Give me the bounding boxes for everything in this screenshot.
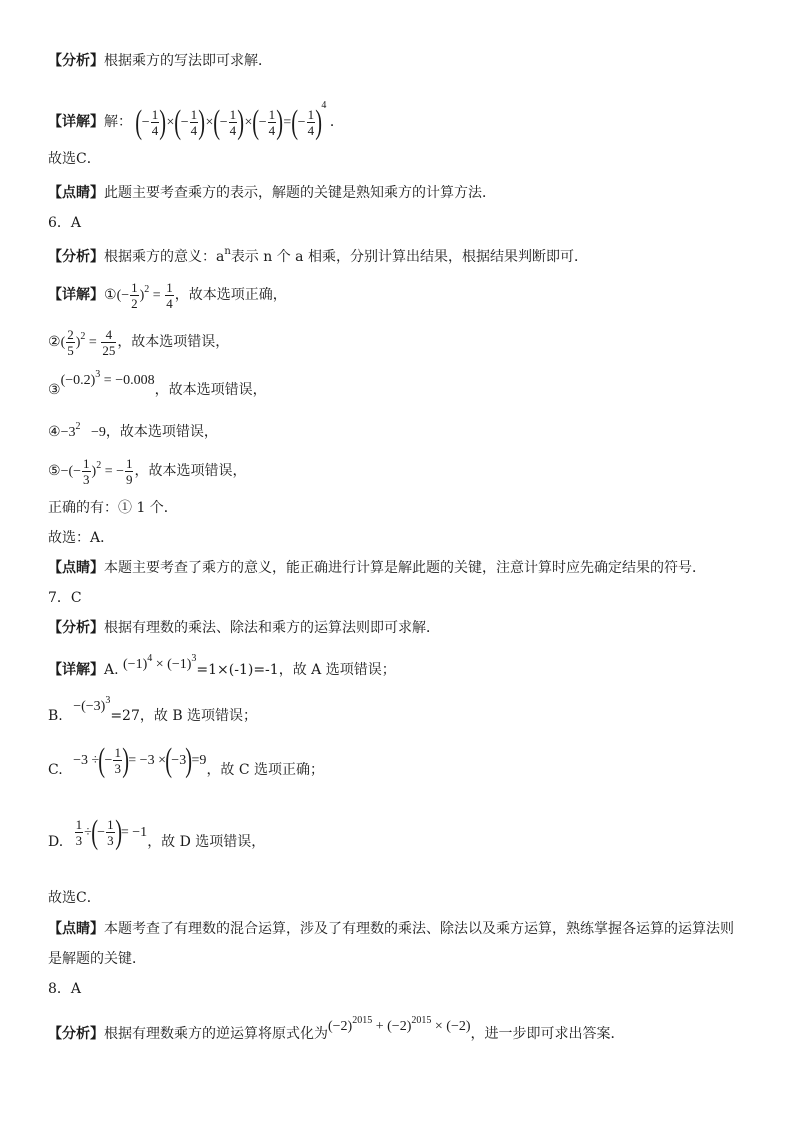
option-c-verdict: ，故 C 选项正确； (206, 762, 325, 778)
verdict: ，故本选项错误， (134, 463, 247, 479)
q7-option-c: C. −3 ÷(− $\frac{1}{3}$ )= −3 ×(−3)=9，故 C 选项正确； (48, 741, 325, 779)
q5-expression: (− $\frac{1}{4}$ )×(− $\frac{1}{4}$ )×(− $\frac{1}{4}$ )×(− $\frac{1}{4}$ )=(− $\frac{1}{4}$ )$^4$ (135, 100, 327, 141)
item-mark: ① (104, 287, 117, 303)
fraction: $\frac{1}{3}$ (75, 817, 83, 849)
analysis-tag: 【分析】 (48, 620, 104, 636)
option-d-verdict: ，故 D 选项错误， (147, 834, 266, 850)
q7-answer: 7．C (48, 590, 82, 606)
comment-text: 本题考查了有理数的混合运算，涉及了有理数的乘法、除法以及乘方运算，熟练掌握各运算的运算法则 (104, 921, 734, 937)
option-label: C. (48, 762, 63, 778)
fraction: $\frac{1}{4}$ (268, 107, 276, 139)
q8-answer: 8．A (48, 981, 82, 997)
q5-detail-line (48, 86, 344, 141)
item-mark: ⑤ (48, 463, 61, 479)
fraction: $\frac{1}{9}$ (125, 456, 133, 488)
analysis-text-post: ，进一步即可求出答案． (470, 1026, 625, 1042)
comment-tag: 【点睛】 (48, 921, 104, 937)
fraction: $\frac{1}{4}$ (190, 107, 198, 139)
item-mark: ③ (48, 382, 61, 398)
q8-analysis-line: 【分析】根据有理数乘方的逆运算将原式化为$(-2)^{2015} + (-2)^{2015} \times (-2)$，进一步即可求出答案． (48, 1015, 625, 1042)
q5-comment-line (48, 184, 496, 202)
fraction: $\frac{1}{4}$ (151, 107, 159, 139)
analysis-tag: 【分析】 (48, 249, 104, 265)
q6-item-4: $④-3^2$ −9，故本选项错误， (48, 421, 218, 440)
option-b-result: =27，故 B 选项错误； (110, 708, 258, 724)
verdict: ，故本选项错误， (105, 424, 218, 440)
detail-tag: 【详解】 (48, 114, 104, 130)
q6-answer: 6．A (48, 215, 82, 231)
comment-text: 本题主要考查了乘方的意义，能正确进行计算是解此题的关键，注意计算时应先确定结果的符号． (104, 560, 706, 576)
q7-comment-line (48, 920, 734, 938)
period: ． (329, 114, 344, 130)
q5-choice: 故选C． (48, 151, 101, 167)
q6-choice: 故选：A． (48, 530, 115, 546)
q6-item-5: ⑤−(− $\frac{1}{3}$ )$^2$ = − $\frac{1}{9}$ ，故本选项错误， (48, 456, 247, 488)
analysis-text-pre: 根据乘方的意义：a (104, 249, 225, 265)
superscript: n (224, 246, 231, 257)
q6-comment-line (48, 559, 706, 577)
exponent: 4 (321, 100, 327, 111)
fraction: $\frac{1}{3}$ (114, 745, 121, 777)
item-mark: ④ (48, 424, 61, 440)
analysis-text: 根据乘方的写法即可求解． (104, 53, 272, 69)
comment-tag: 【点睛】 (48, 185, 104, 201)
verdict: ，故本选项错误， (154, 382, 267, 398)
fraction: $\frac{1}{3}$ (83, 456, 90, 488)
option-label: A. (104, 662, 119, 678)
q6-item-1: 【详解】①(− $\frac{1}{2}$ )$^2$ = $\frac{1}{4}$ ，故本选项正确， (48, 280, 287, 312)
q6-item-2: ②( $\frac{2}{5}$ )$^2$ = $\frac{4}{25}$ ，故本选项错误， (48, 327, 230, 359)
analysis-text: 根据有理数的乘法、除法和乘方的运算法则即可求解． (104, 620, 440, 636)
fraction: $\frac{1}{4}$ (166, 280, 173, 312)
verdict: ，故本选项正确， (174, 287, 287, 303)
item-mark: ② (48, 334, 61, 350)
detail-prefix: 解： (104, 114, 132, 130)
fraction: $\frac{1}{4}$ (229, 107, 237, 139)
detail-tag: 【详解】 (48, 287, 104, 303)
q5-analysis-line (48, 52, 272, 70)
q7-option-d: D. $\frac{1}{3}$ ÷(− $\frac{1}{3}$ )= −1，故 D 选项错误， (48, 813, 266, 851)
detail-tag: 【详解】 (48, 662, 104, 678)
q6-correct: 正确的有：① 1 个． (48, 500, 178, 516)
analysis-text-pre: 根据有理数乘方的逆运算将原式化为 (104, 1026, 328, 1042)
option-label: D. (48, 834, 64, 850)
q7-choice: 故选C． (48, 890, 101, 906)
verdict: ，故本选项错误， (117, 334, 230, 350)
comment-tag: 【点睛】 (48, 560, 104, 576)
fraction: $\frac{2}{5}$ (67, 327, 74, 359)
q7-option-b: B. $-(-3)^3=27$，故 B 选项错误； (48, 695, 258, 724)
fraction: $\frac{1}{4}$ (307, 107, 315, 139)
comment-text: 此题主要考查乘方的表示，解题的关键是熟知乘方的计算方法． (104, 185, 496, 201)
q7-comment-line-2: 是解题的关键． (48, 951, 146, 967)
fraction: $\frac{1}{2}$ (131, 280, 138, 312)
analysis-tag: 【分析】 (48, 53, 104, 69)
analysis-tag: 【分析】 (48, 1026, 104, 1042)
q6-analysis-line (48, 243, 588, 266)
q6-item-3: $③(-0.2)^3 = -0.008$，故本选项错误， (48, 369, 267, 398)
q7-analysis-line (48, 619, 440, 637)
q7-option-a: 【详解】A. $(-1)^4 \times (-1)^3=1\times(-1)=-1$，故 A 选项错误； (48, 653, 396, 678)
option-a-result: =1×(-1)=-1，故 A 选项错误； (196, 662, 396, 678)
fraction: $\frac{4}{25}$ (102, 327, 116, 359)
option-label: B. (48, 708, 63, 724)
analysis-text-post: 表示 n 个 a 相乘，分别计算出结果，根据结果判断即可． (230, 249, 588, 265)
fraction: $\frac{1}{3}$ (107, 817, 114, 849)
